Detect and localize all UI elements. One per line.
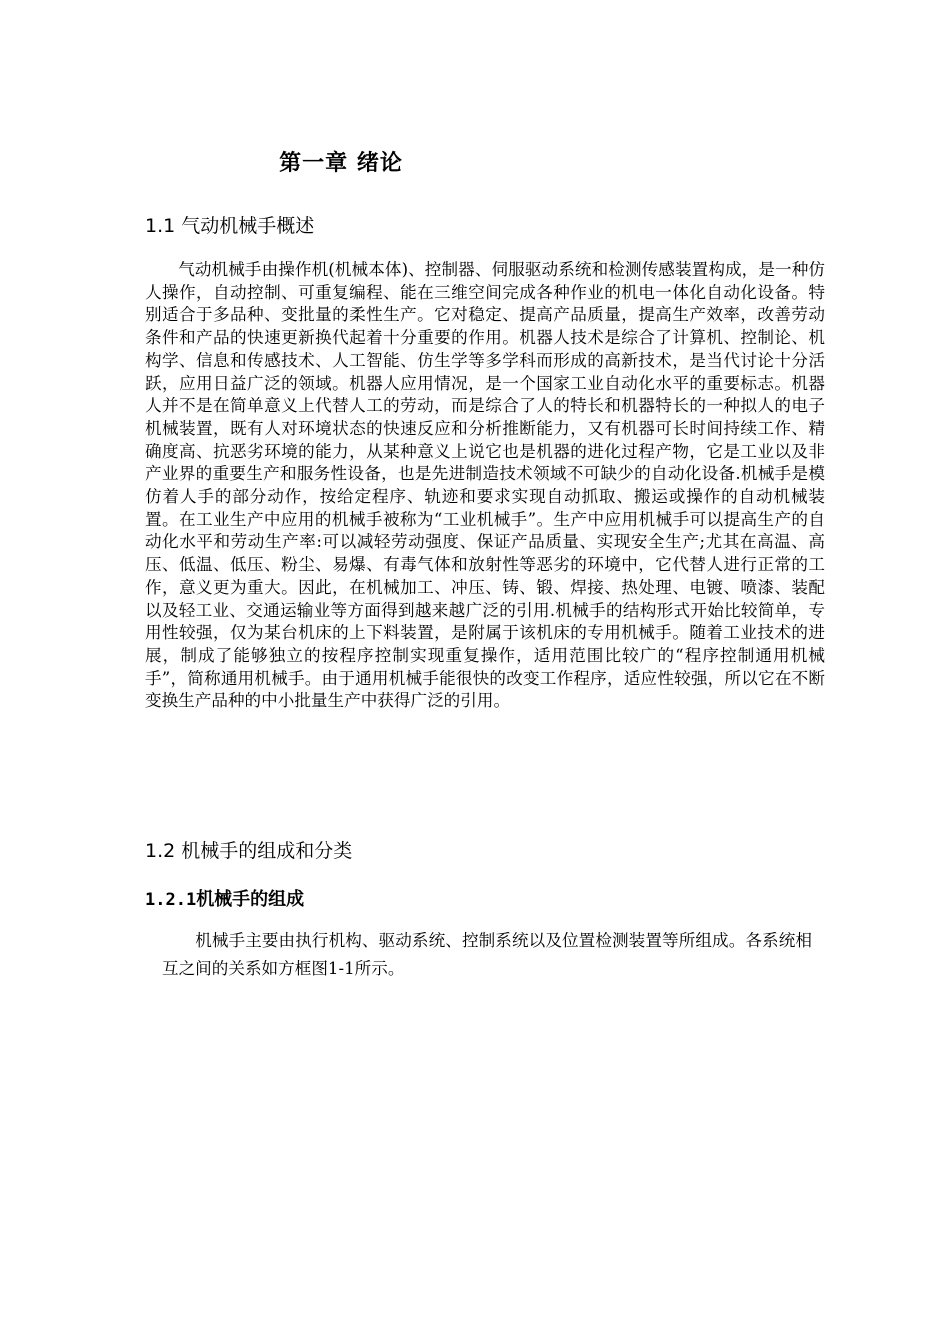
section-1-1-paragraph: 气动机械手由操作机(机械本体)、控制器、伺服驱动系统和检测传感装置构成，是一种仿人操作，自动控制、可重复编程、能在三维空间完成各种作业的机电一体化自动化设备。特别适合于多品种、变批量的柔性生产。它对稳定、提高产品质量，提高生产效率，改善劳动条件和产品的快速更新换代起着十分重要的作用。机器人技术是综合了计算机、控制论、机构学、信息和传感技术、人工智能、仿生学等多学科而形成的高新技术，是当代讨论十分活跃，应用日益广泛的领域。机器人应用情况，是一个国家工业自动化水平的重要标志。机器人并不是在简单意义上代替人工的劳动，而是综合了人的特长和机器特长的一种拟人的电子机械装置，既有人对环境状态的快速反应和分析推断能力，又有机器可长时间持续工作、精确度高、抗恶劣环境的能力，从某种意义上说它也是机器的进化过程产物，它是工业以及非产业界的重要生产和服务性设备，也是先进制造技术领域不可缺少的自动化设备.机械手是模仿着人手的部分动作，按给定程序、轨迹和要求实现自动抓取、搬运或操作的自动机械装置。在工业生产中应用的机械手被称为“工业机械手”。生产中应用机械手可以提高生产的自动化水平和劳动生产率:可以减轻劳动强度、保证产品质量、实现安全生产;尤其在高温、高压、低温、低压、粉尘、易爆、有毒气体和放射性等恶劣的环境中，它代替人进行正常的工作，意义更为重大。因此，在机械加工、冲压、铸、锻、焊接、热处理、电镀、喷漆、装配以及轻工业、交通运输业等方面得到越来越广泛的引用.机械手的结构形式开始比较简单，专用性较强，仅为某台机床的上下料装置，是附属于该机床的专用机械手。随着工业技术的进展，制成了能够独立的按程序控制实现重复操作，适用范围比较广的“程序控制通用机械手”，简称通用机械手。由于通用机械手能很快的改变工作程序，适应性较强，所以它在不断变换生产品种的中小批量生产中获得广泛的引用。: [145, 260, 825, 711]
subsection-1-2-1-paragraph: 机械手主要由执行机构、驱动系统、控制系统以及位置检测装置等所组成。各系统相互之间的关系如方框图1-1所示。: [162, 931, 812, 978]
chapter-title: 第一章 绪论: [279, 151, 403, 176]
subsection-number: 1.2.1: [145, 890, 197, 910]
subsection-heading-1-2-1: [145, 885, 304, 911]
subsection-title: 机械手的组成: [196, 889, 305, 910]
section-heading-1-1: 1.1 气动机械手概述: [145, 215, 315, 237]
section-heading-1-2: 1.2 机械手的组成和分类: [145, 840, 353, 862]
